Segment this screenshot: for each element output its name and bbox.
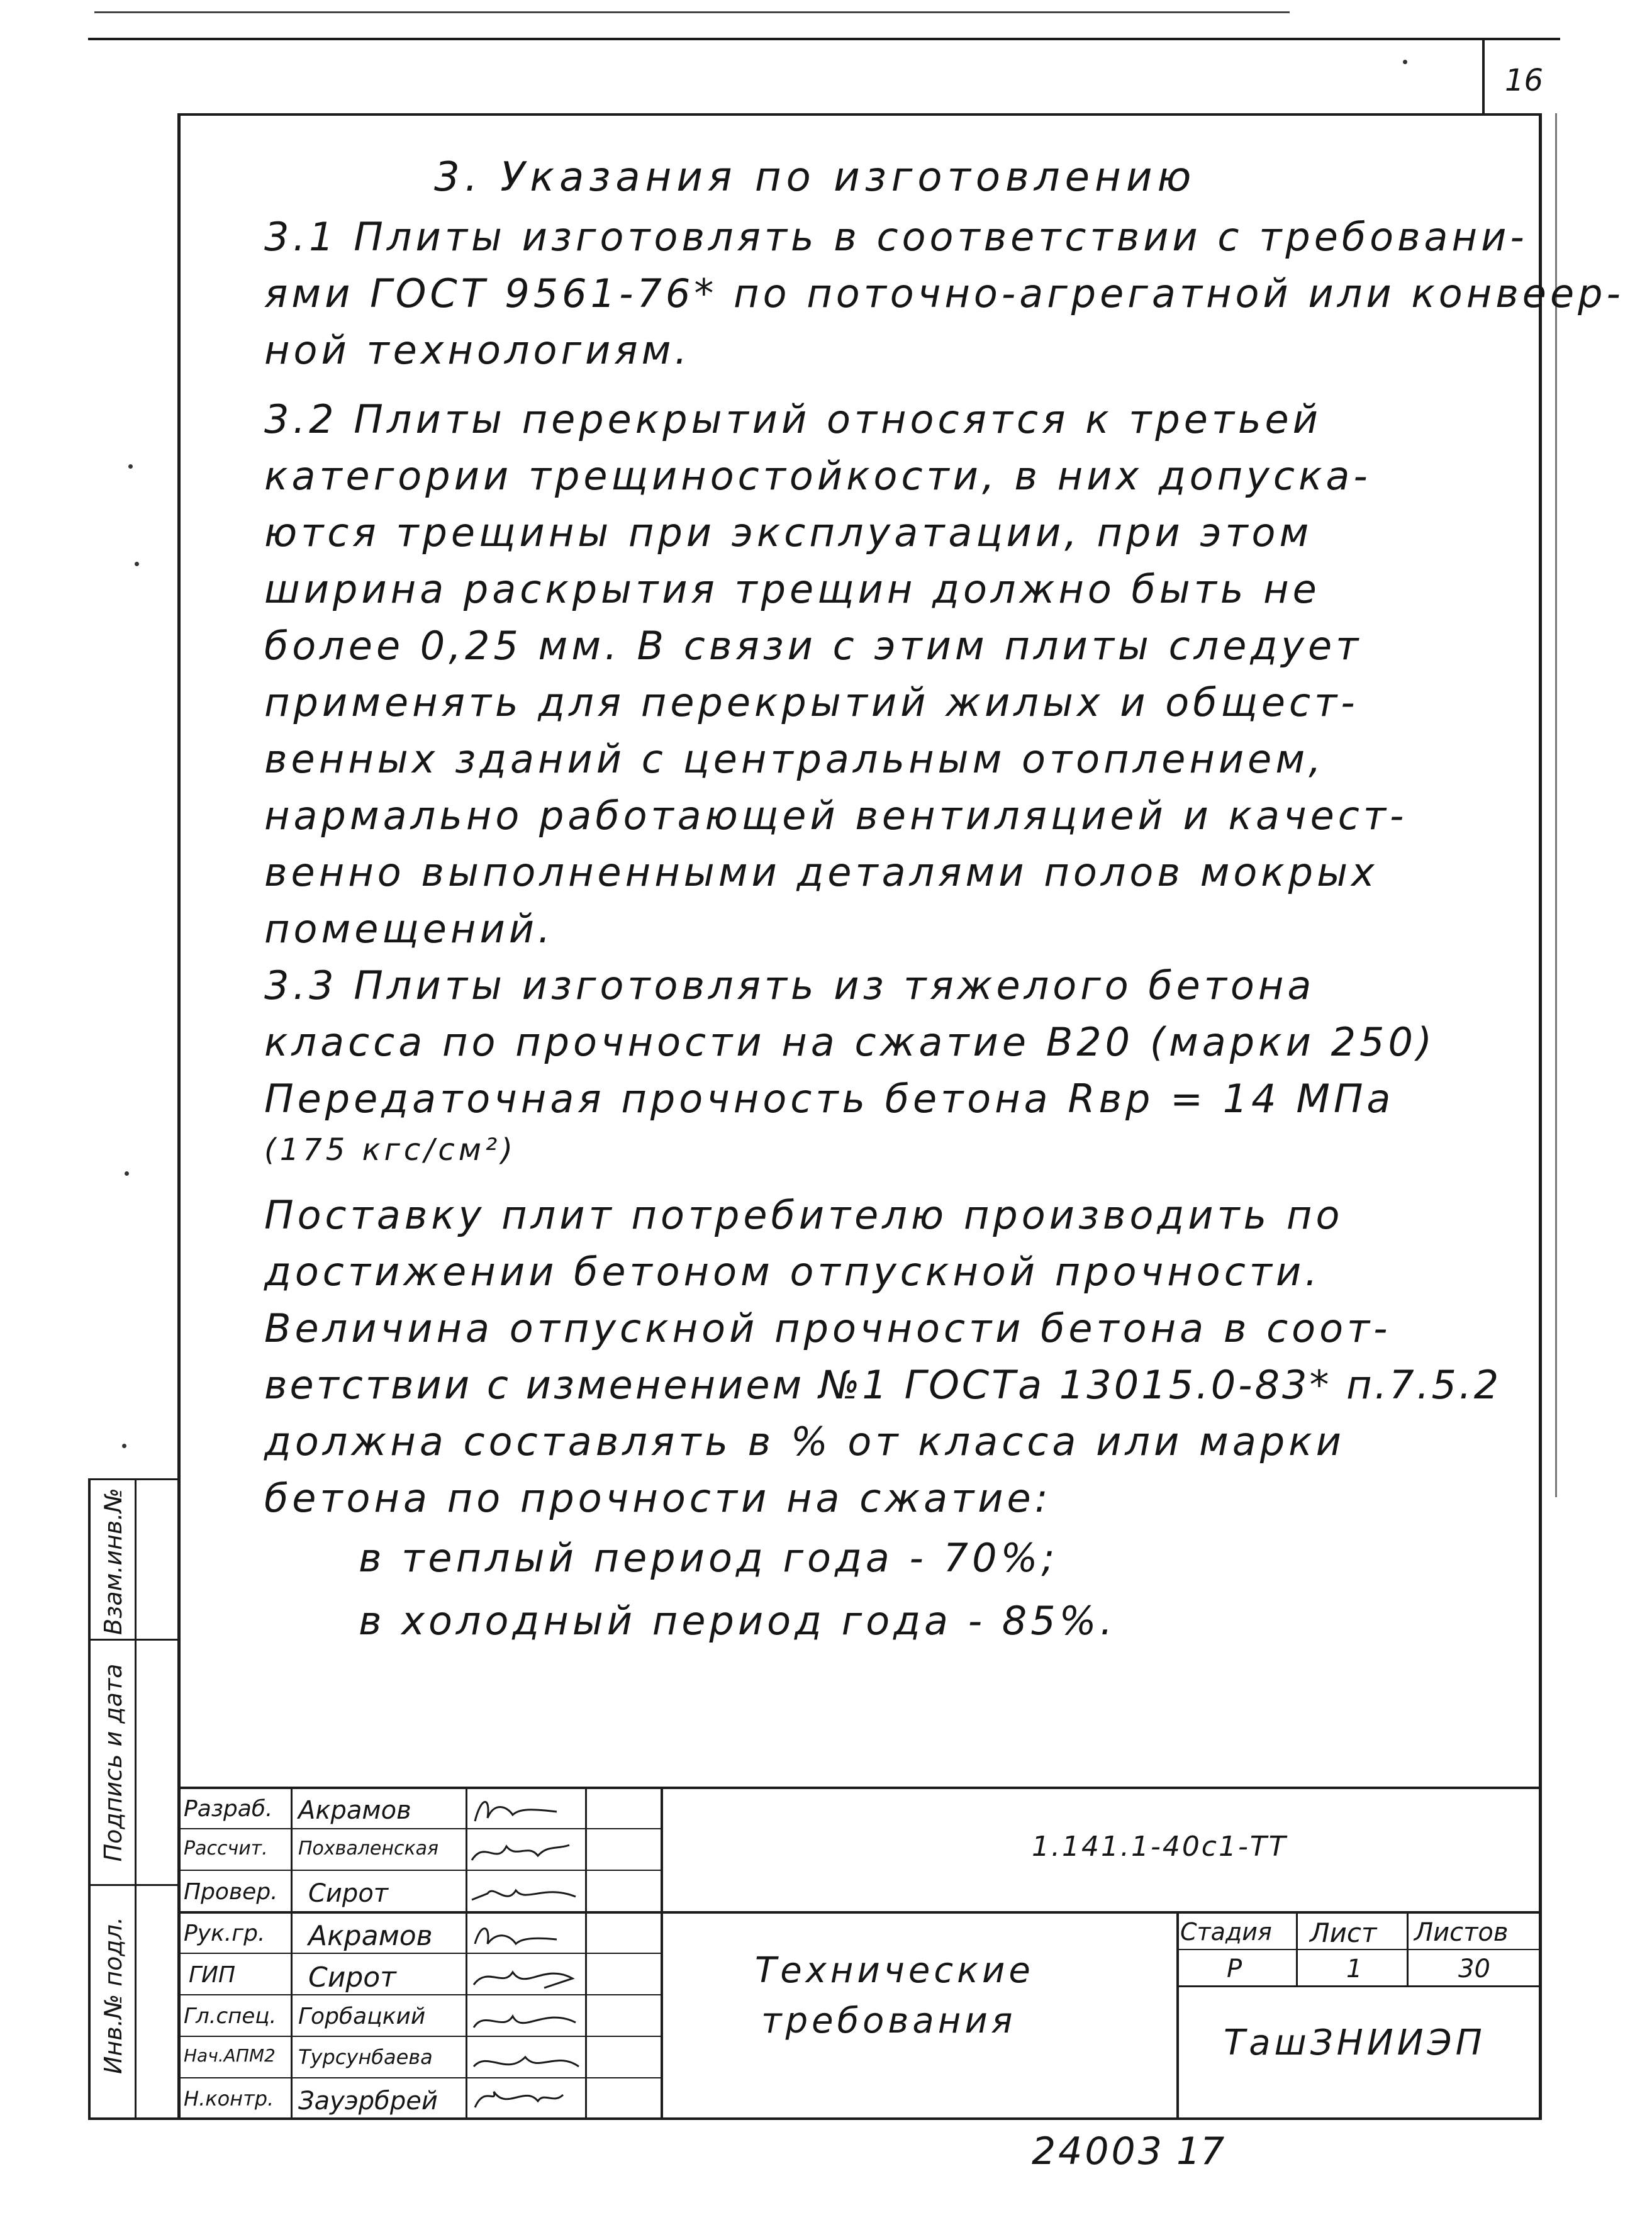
tb-top [177,1787,1541,1789]
tb-role: Разраб. [184,1796,273,1822]
text-line: Поставку плит потребителю производить по [264,1192,1344,1238]
tb-row [177,2077,662,2078]
tb-row-major [177,1911,1541,1914]
top-edge-line [94,11,1290,13]
side-label-vzam: Взам.инв.№ [99,1488,127,1635]
text-line: 3.2 Плиты перекрытий относятся к третьей [264,396,1322,442]
text-line: категории трещиностойкости, в них допуска- [264,453,1371,499]
tb-name: Горбацкий [298,2004,426,2029]
frame-bottom [88,2117,1541,2120]
organization: ТашЗНИИЭП [1224,2022,1486,2063]
scan-speck [1403,60,1407,64]
tb-stage-col [1176,1912,1179,2120]
sheets-value: 30 [1458,1955,1490,1983]
frame-right-edge [1555,113,1557,1497]
scan-speck [135,562,139,566]
tb-name: Турсунбаева [298,2045,433,2069]
text-line: в теплый период года - 70%; [359,1535,1059,1581]
text-line: применять для перекрытий жилых и общест- [264,679,1359,725]
tb-stage-row1 [1176,1949,1541,1950]
text-line: ной технологиям. [264,327,691,373]
side-label-inv: Инв.№ подл. [99,1916,127,2075]
side-stamp-left [88,1478,91,2120]
tb-stage-div1 [1296,1912,1298,1987]
tb-role: Н.контр. [184,2087,274,2111]
text-line: венно выполненными деталями полов мокрых [264,849,1378,895]
frame-left [177,113,181,2120]
text-line: ветствии с изменением №1 ГОСТа 13015.0-83* п.7.5.2 [264,1362,1502,1408]
tb-role: Провер. [184,1879,278,1905]
tb-name: Похваленская [298,1838,439,1860]
tb-role: Рук.гр. [184,1921,265,1946]
sheet-header: Лист [1310,1917,1377,1948]
text-line: Величина отпускной прочности бетона в соот- [264,1305,1392,1351]
doc-title-line1: Технические [755,1950,1034,1991]
text-line: Передаточная прочность бетона Rвр = 14 МПа [264,1076,1395,1122]
text-line: более 0,25 мм. В связи с этим плиты следует [264,623,1363,669]
tb-row [177,1953,662,1954]
tb-row [177,1828,662,1829]
tb-stage-row2 [1176,1985,1541,1987]
text-line: класса по прочности на сжатие В20 (марки 250) [264,1019,1436,1065]
text-line: (175 кгс/см²) [264,1132,516,1168]
tb-role: ГИП [189,1962,236,1988]
tb-name: Акрамов [298,1796,411,1825]
text-line: 3.3 Плиты изготовлять из тяжелого бетона [264,962,1315,1008]
tb-name: Сирот [308,1879,389,1908]
scan-speck [128,464,133,469]
text-line: ширина раскрытия трещин должно быть не [264,566,1320,612]
sheet-value: 1 [1346,1955,1363,1983]
footer-number: 24003 [1032,2129,1164,2173]
top-frame-line [88,38,1560,40]
text-line: достижении бетоном отпускной прочности. [264,1249,1321,1295]
tb-role: Рассчит. [184,1838,268,1860]
frame-right [1539,113,1542,2120]
tb-name: Сирот [308,1961,396,1994]
page-number: 16 [1505,63,1544,98]
side-label-sign-date: Подпись и дата [99,1663,127,1862]
text-line: 3.1 Плиты изготовлять в соответствии с требовани- [264,214,1528,260]
doc-title-line2: требования [761,2000,1017,2041]
text-line: бетона по прочности на сжатие: [264,1475,1052,1521]
tb-name: Зауэрбрей [298,2087,438,2116]
side-stamp-mid [135,1478,137,2120]
text-line: венных зданий с центральным отоплением, [264,736,1325,782]
tb-stage-div2 [1407,1912,1409,1987]
tb-name: Акрамов [308,1920,433,1952]
footer-mark: 17 [1176,2129,1225,2173]
tb-row [177,1994,662,1995]
text-line: ются трещины при эксплуатации, при этом [264,510,1313,555]
tb-row [177,2036,662,2037]
text-line: должна составлять в % от класса или марки [264,1419,1345,1464]
text-line: нармально работающей вентиляцией и качест- [264,793,1408,839]
text-line: ями ГОСТ 9561-76* по поточно-агрегатной или конвеер- [264,271,1624,316]
tb-role: Гл.спец. [184,2004,277,2029]
scan-speck [125,1171,129,1176]
tb-row [177,1870,662,1871]
stage-header: Стадия [1180,1918,1272,1946]
sheets-header: Листов [1414,1918,1509,1947]
tb-role: Нач.АПМ2 [184,2045,276,2066]
stage-value: Р [1227,1955,1242,1983]
text-line: помещений. [264,906,554,952]
frame-top [177,113,1541,116]
text-line: в холодный период года - 85%. [359,1598,1117,1644]
document-code: 1.141.1-40с1-ТТ [1032,1831,1288,1863]
page-number-box-left [1482,39,1485,114]
section-heading: 3. Указания по изготовлению [434,154,1197,201]
signatures [469,1790,585,2117]
